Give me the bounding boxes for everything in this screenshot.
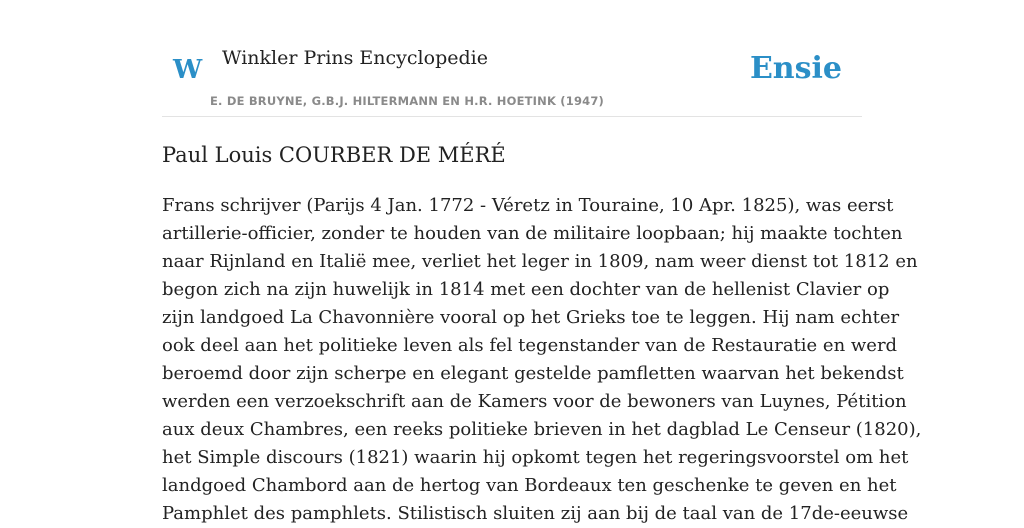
article-line: het Simple discours (1821) waarin hij opkomt tegen het regeringsvoorstel om het [162,447,909,468]
article-line: begon zich na zijn huwelijk in 1814 met een dochter van de hellenist Clavier op [162,279,890,300]
article-title: Paul Louis COURBER DE MÉRÉ [162,143,506,167]
publication-authors: E. DE BRUYNE, G.B.J. HILTERMANN EN H.R. HOETINK (1947) [210,94,605,108]
ensie-logo-link[interactable]: Ensie [749,51,842,86]
article-line: landgoed Chambord aan de hertog van Bordeaux ten geschenke te geven en het [162,475,897,496]
article-line: beroemd door zijn scherpe en elegant gestelde pamfletten waarvan het bekendst [162,363,904,384]
article-line: zijn landgoed La Chavonnière vooral op het Grieks toe te leggen. Hij nam echter [162,307,900,328]
site-header [162,0,862,117]
article-line: aux deux Chambres, een reeks politieke brieven in het dagblad Le Censeur (1820), [162,419,922,440]
article-line: naar Rijnland en Italië mee, verliet het leger in 1809, nam weer dienst tot 1812 en [162,251,918,272]
article-body [162,192,922,528]
publication-title[interactable]: Winkler Prins Encyclopedie [222,47,488,69]
article-line: werden een verzoekschrift aan de Kamers voor de bewoners van Luynes, Pétition [162,391,907,412]
article-line: artillerie-officier, zonder te houden van de militaire loopbaan; hij maakte tochten [162,223,903,244]
article-line: ook deel aan het politieke leven als fel tegenstander van de Restauratie en werd [162,335,898,356]
article-line: Pamphlet des pamphlets. Stilistisch sluiten zij aan bij de taal van de 17de-eeuwse [162,503,909,524]
article-line: Frans schrijver (Parijs 4 Jan. 1772 - Véretz in Touraine, 10 Apr. 1825), was eerst [162,195,894,216]
publication-logo[interactable]: W [173,55,203,85]
